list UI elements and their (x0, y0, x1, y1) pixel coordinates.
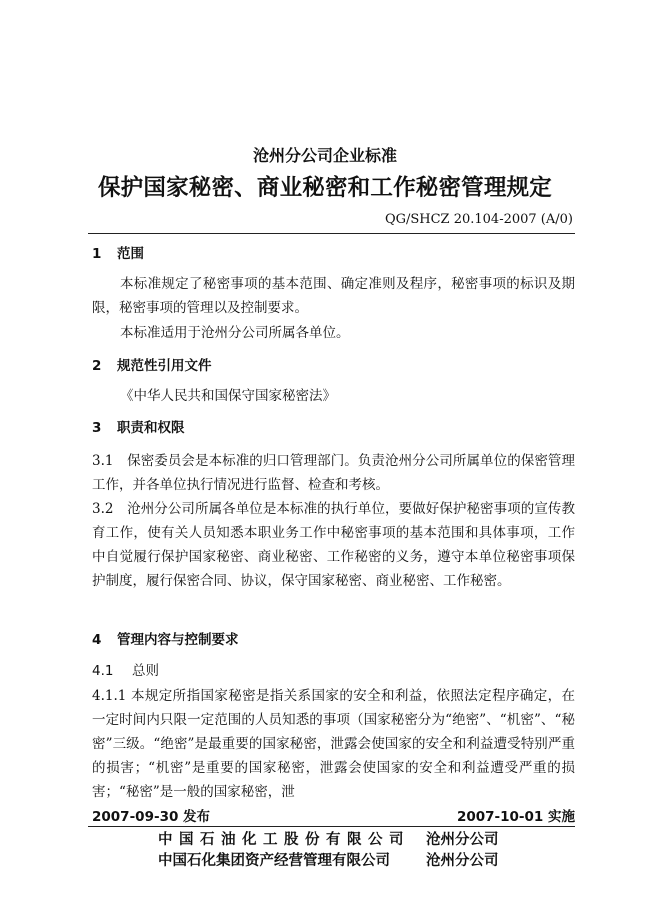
subsection-number: 4.1 (92, 663, 114, 679)
release-date: 2007-09-30 发布 (92, 809, 211, 825)
subsection-4-1-1-paragraph: 4.1.1 本规定所指国家秘密是指关系国家的安全和利益，依照法定程序确定，在一定时间内只限一定范围的人员知悉的事项（国家秘密分为“绝密”、“机密”、“秘密”三级。“绝密”是最重要的国家秘密，泄露会使国家的安全和利益遭受特别严重的损害；“机密”是重要的国家秘密，泄露会使国家的安全和利益遭受严重的损害；“秘密”是一般的国家秘密，泄 (92, 688, 575, 800)
company-name: 中国石油化工股份有限公司 (158, 832, 410, 848)
branch-name: 沧州分公司 (426, 853, 499, 869)
company-line-2 (158, 851, 518, 871)
section-title: 职责和权限 (117, 420, 185, 436)
section-1-paragraph-1: 本标准规定了秘密事项的基本范围、确定准则及程序，秘密事项的标识及期限，秘密事项的管理以及控制要求。 (92, 276, 575, 316)
document-title: 保护国家秘密、商业秘密和工作秘密管理规定 (97, 175, 552, 201)
company-line-1 (158, 830, 518, 850)
section-number: 3 (92, 420, 102, 436)
section-1-paragraph-2: 本标准适用于沧州分公司所属各单位。 (120, 325, 350, 341)
footer-divider (88, 826, 575, 827)
section-title: 范围 (117, 246, 144, 262)
section-3-2-paragraph: 3.2 沧州分公司所属各单位是本标准的执行单位，要做好保护秘密事项的宣传教育工作，使有关人员知悉本职业务工作中秘密事项的基本范围和具体事项，工作中自觉履行保护国家秘密、商业秘密、工作秘密的义务，遵守本单位秘密事项保护制度，履行保密合同、协议，保守国家秘密、商业秘密、工作秘密。 (92, 501, 575, 589)
implementation-date: 2007-10-01 实施 (456, 809, 575, 825)
branch-name: 沧州分公司 (426, 832, 499, 848)
section-number: 2 (92, 358, 102, 374)
section-number: 1 (92, 246, 102, 262)
section-2-heading (92, 356, 212, 376)
section-1-heading (92, 244, 144, 264)
document-subtitle: 沧州分公司企业标准 (252, 146, 397, 165)
section-3-1-paragraph: 3.1 保密委员会是本标准的归口管理部门。负责沧州分公司所属单位的保密管理工作，并各单位执行情况进行监督、检查和考核。 (92, 453, 575, 493)
section-number: 4 (92, 632, 102, 648)
header-divider (88, 233, 575, 234)
section-4-heading (92, 630, 239, 650)
subsection-4-1-heading (92, 661, 159, 681)
company-name: 中国石化集团资产经营管理有限公司 (158, 853, 390, 869)
section-2-reference: 《中华人民共和国保守国家秘密法》 (120, 388, 336, 404)
standard-code: QG/SHCZ 20.104-2007 (A/0) (384, 212, 573, 227)
section-3-heading (92, 418, 185, 438)
section-title: 管理内容与控制要求 (117, 632, 239, 648)
subsection-title: 总则 (132, 663, 159, 679)
section-title: 规范性引用文件 (117, 358, 212, 374)
